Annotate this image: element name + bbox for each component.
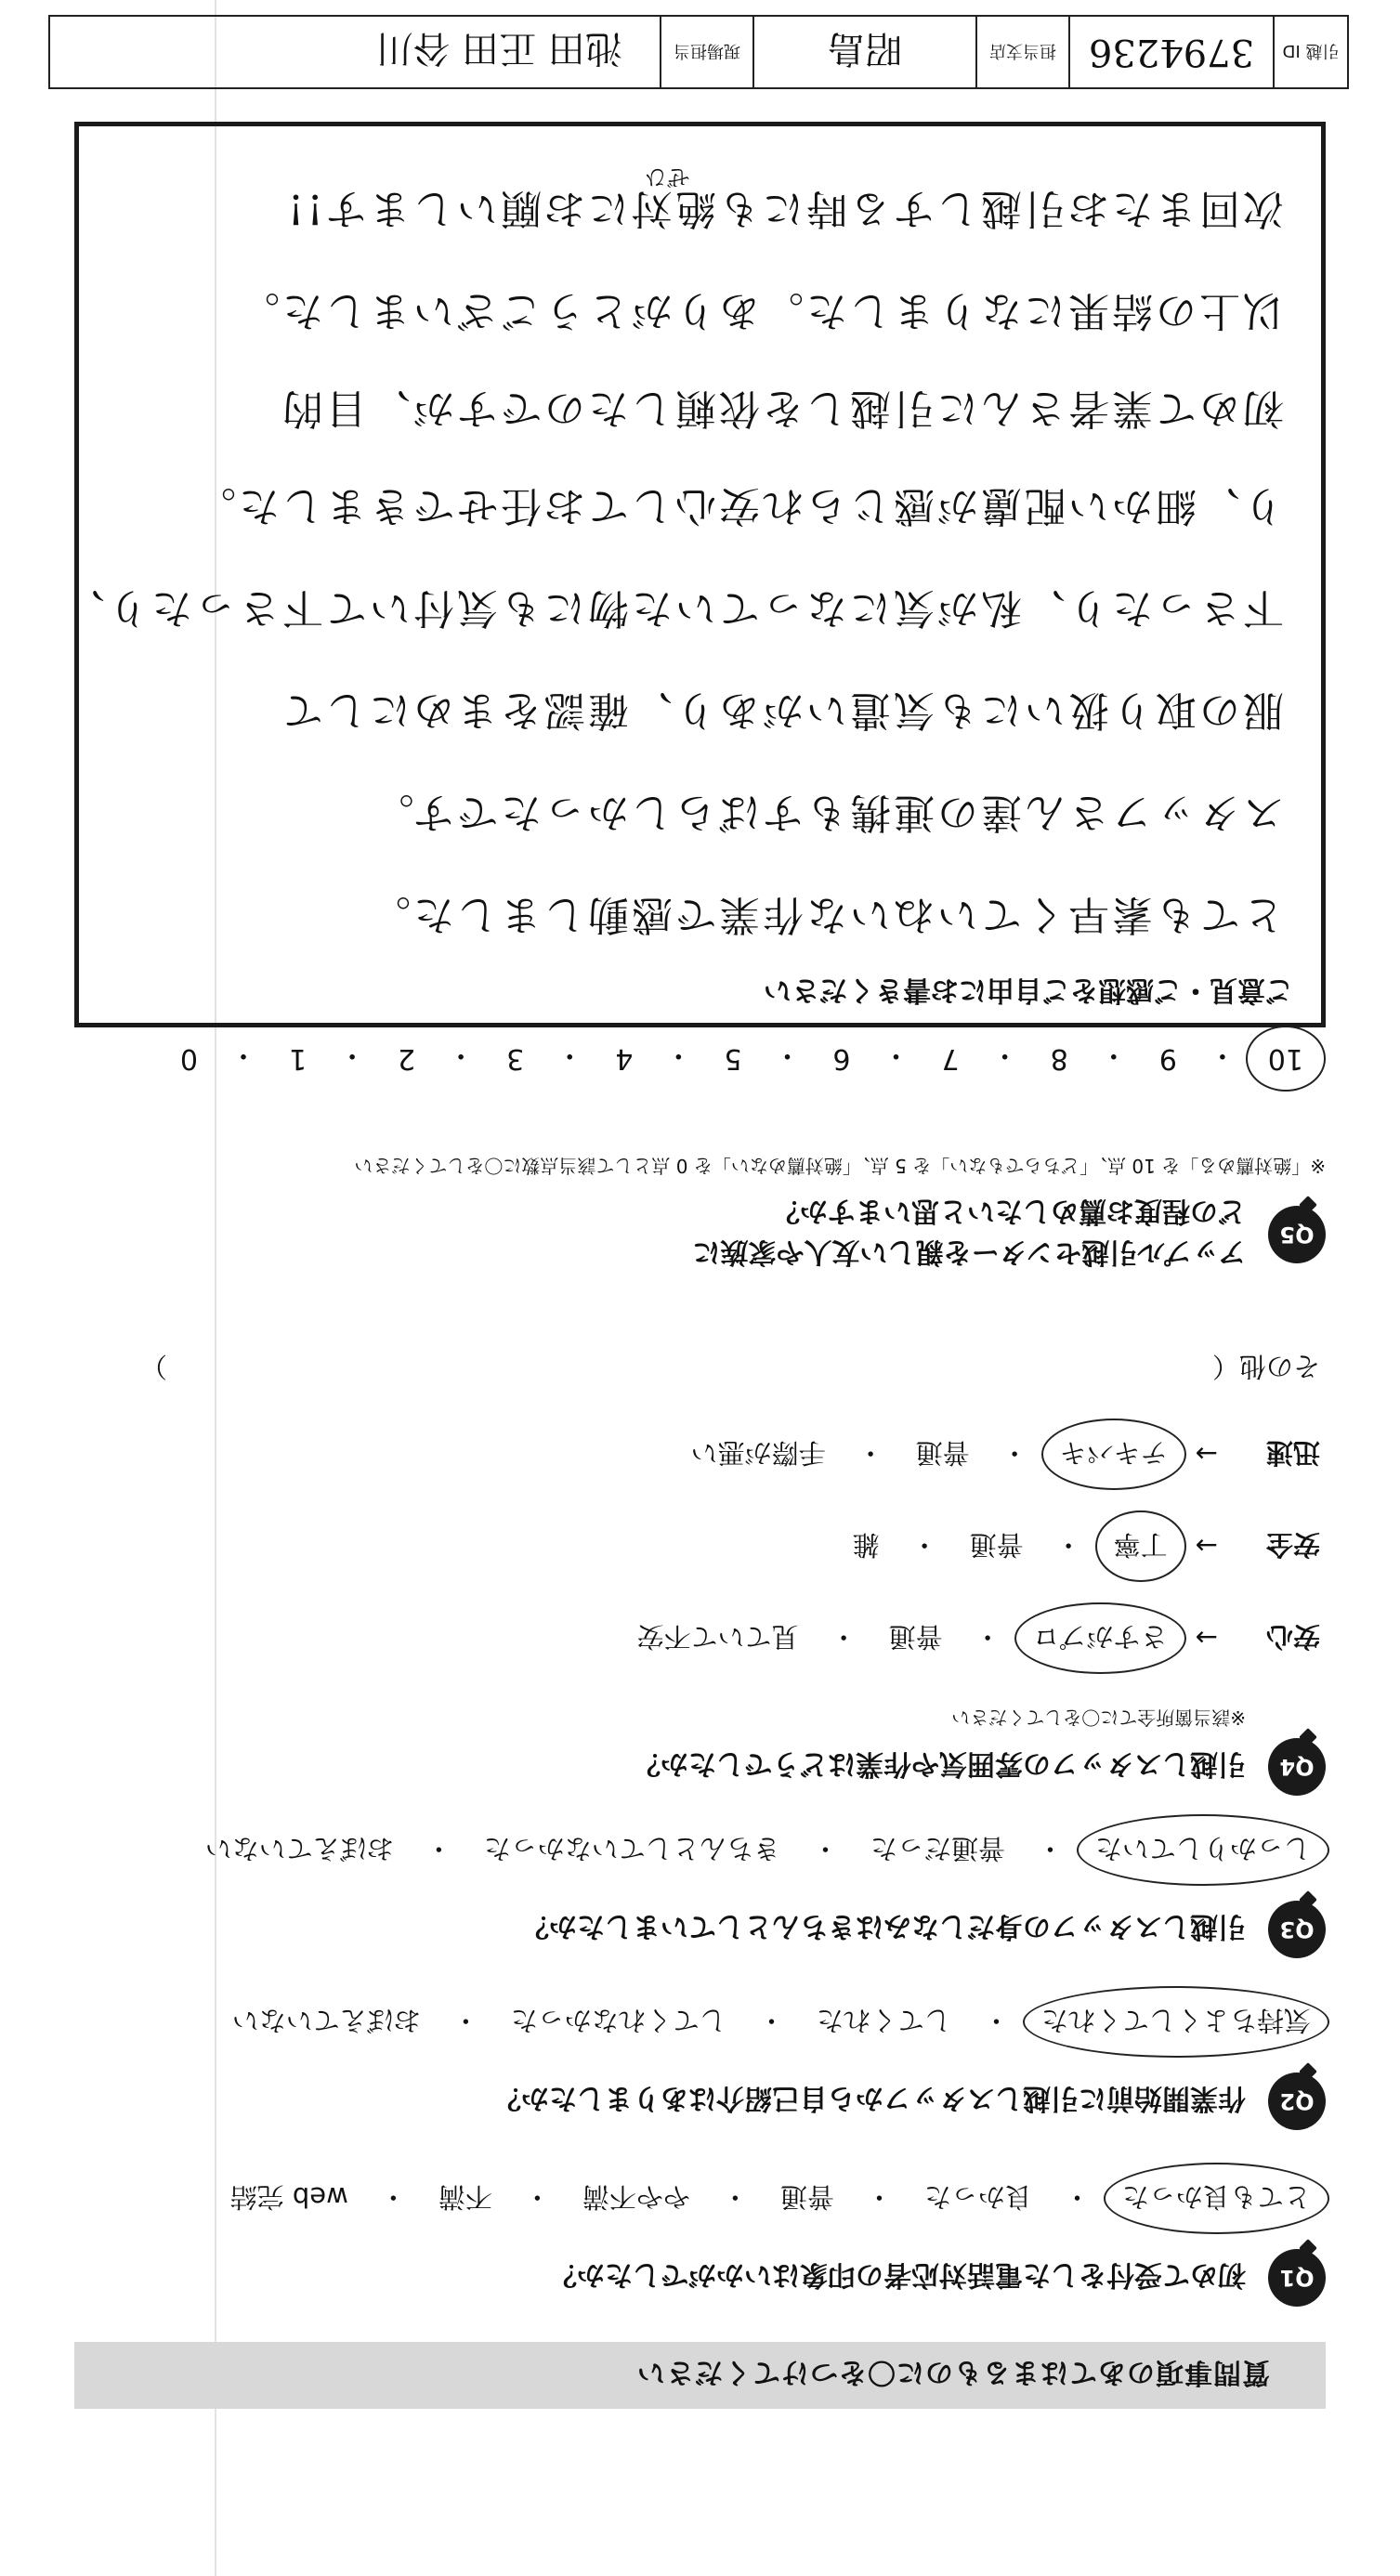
q2-option-did-not[interactable]: してくれなかった [510,2005,726,2036]
q4-safety-normal[interactable]: 普通 [969,1529,1024,1561]
branch-value: 昭島 [752,17,975,87]
comment-title: ご意見・ご感想をご自由にお書きください [764,974,1293,1006]
comment-box[interactable] [61,122,1326,1027]
comment-line-6: 初めて業者さんに引越しを依頼したのですが、目的 [280,385,1284,432]
question-4-note: ※該当箇所全てに〇をしてください [951,1706,1246,1729]
q4-row-safety: 安全 → 丁寧 ・ 普通 ・ 雑 [74,1522,1326,1571]
q4-row-speed: 迅速 → テキパキ ・ 普通 ・ 手際が悪い [74,1430,1326,1479]
question-5-line-1: アップル引越センターを親しい友人や家族に [692,1236,1246,1268]
comment-annotation: ぜひ [645,164,689,190]
footer-table [48,15,1349,89]
q5-score-5[interactable]: 5 [724,1042,742,1075]
q4-safety-rough[interactable]: 雑 [852,1529,880,1561]
q4-speed-normal[interactable]: 普通 [915,1437,970,1469]
question-2-options: 気持ちよくしてくれた ・ してくれた ・ してくれなかった ・ おぼえていない [74,1997,1326,2046]
q3-option-normal[interactable]: 普通だった [870,1833,1005,1864]
q1-badge: Q1 [1268,2249,1326,2307]
comment-line-2: スタッフさん達の連携もすばらしかったです。 [370,789,1284,836]
q2-option-forgot[interactable]: おぼえていない [231,2005,421,2036]
arrow-icon: → [1195,1530,1218,1563]
q4-speed-brisk[interactable]: テキパキ [1051,1430,1177,1479]
q5-score-3[interactable]: 3 [506,1042,525,1075]
question-4 [74,1349,1326,1796]
question-3-title [74,1901,1326,1958]
id-value: 3794236 [1068,17,1273,87]
question-3-options: しっかりしていた ・ 普通だった ・ きちんとしていなかった ・ おぼえていない [74,1825,1326,1875]
question-5-note: ※「絶対薦める」を 10 点、「どちらでもない」を 5 点、「絶対薦めない」を 0 点として該当点数に〇をしてください [354,1155,1326,1177]
q4-badge: Q4 [1268,1738,1326,1796]
question-2 [74,1997,1326,2130]
q1-option-web[interactable]: web 完結 [229,2181,348,2213]
q4-row-safety-label: 安全 [1265,1529,1320,1561]
comment-line-8: 次回またお引越しする時にも絶対にお願いします!! [284,185,1284,232]
question-1-text: 初めて受付をした電話対応者の印象はいかがでしたか？ [549,2258,1246,2291]
q4-row-relief-label: 安心 [1265,1621,1320,1653]
q5-score-9[interactable]: 9 [1158,1042,1177,1075]
q4-speed-clumsy[interactable]: 手際が悪い [690,1437,826,1469]
q5-badge: Q5 [1268,1206,1326,1263]
question-5 [74,1154,1326,1275]
instruction-text: 質問事項のあてはまるものに〇をつけてください [636,2356,1270,2388]
question-3-text: 引越しスタッフの身だしなみはきちんとしていましたか？ [521,1910,1246,1942]
q4-safety-careful[interactable]: 丁寧 [1105,1522,1177,1571]
q2-option-pleasant[interactable]: 気持ちよくしてくれた [1032,1997,1320,2046]
question-5-line-2: どの程度お薦めしたいと思いますか？ [772,1195,1246,1227]
q1-option-good[interactable]: 良かった [923,2181,1032,2213]
question-1-options: とても良かった ・ 良かった ・ 普通 ・ やや不満 ・ 不満 ・ web 完結 [74,2174,1326,2223]
q5-score-8[interactable]: 8 [1050,1042,1068,1075]
arrow-icon: → [1195,1622,1218,1654]
question-4-text: 引越しスタッフの雰囲気や作業はどうでしたか？ [633,1747,1246,1780]
q1-option-normal[interactable]: 普通 [779,2181,834,2213]
instruction-band [74,2342,1326,2409]
branch-label: 担当支店 [975,17,1068,87]
question-2-title [74,2073,1326,2130]
q3-option-forgot[interactable]: おぼえていない [204,1833,394,1864]
manager-label: 現場担当 [660,17,752,87]
q5-scale: 10 ・ 9 ・ 8 ・ 7 ・ 6 ・ 5 ・ 4 ・ 3 ・ 2 ・ 1 ・ 0 [72,1037,1316,1080]
q3-badge: Q3 [1268,1901,1326,1958]
q4-row-relief: 安心 → さすがプロ ・ 普通 ・ 見ていて不安 [74,1614,1326,1663]
q4-relief-pro[interactable]: さすがプロ [1024,1614,1177,1663]
q4-other-label: その他（ [1211,1351,1320,1382]
comment-line-3: 服の取り扱いにも気遣いがあり、確認をまめにして [280,686,1284,734]
q5-score-0[interactable]: 0 [179,1042,198,1075]
id-label: 引越 ID [1273,17,1347,87]
q5-score-1[interactable]: 1 [288,1042,307,1075]
question-3 [74,1825,1326,1958]
q1-option-very-good[interactable]: とても良かった [1113,2174,1320,2223]
q4-relief-anxious[interactable]: 見ていて不安 [636,1621,799,1653]
comment-line-4: 下さったり、私が気になっていた物にも気付いて下さったり、 [61,584,1284,632]
q2-option-did[interactable]: してくれた [816,2005,951,2036]
q5-score-7[interactable]: 7 [941,1042,960,1075]
question-1 [74,2174,1326,2307]
q2-badge: Q2 [1268,2073,1326,2130]
question-1-title [74,2249,1326,2307]
q5-score-10[interactable]: 10 [1255,1037,1316,1080]
comment-line-7: 以上の結果になりました。ありがとうございました。 [236,287,1284,334]
q4-relief-normal[interactable]: 普通 [888,1621,943,1653]
q5-score-4[interactable]: 4 [615,1042,634,1075]
question-5-text [693,1194,1247,1275]
q4-row-speed-label: 迅速 [1265,1437,1320,1469]
q3-option-neat[interactable]: しっかりしていた [1086,1825,1320,1875]
manager-value: 池田 正田 谷川 [375,27,622,71]
question-5-title [74,1194,1326,1275]
q4-other-close: ） [140,1351,168,1382]
q5-score-6[interactable]: 6 [832,1042,851,1075]
comment-line-1: とても素早くていねいな作業で感動しました。 [367,891,1284,938]
question-4-title [74,1738,1326,1796]
arrow-icon: → [1195,1438,1218,1471]
q3-option-not-neat[interactable]: きちんとしていなかった [483,1833,780,1864]
q1-option-slightly-dissatisfied[interactable]: やや不満 [582,2181,690,2213]
comment-line-5: り、細かい配慮が感じられ安心してお任せできました。 [192,482,1284,530]
q1-option-dissatisfied[interactable]: 不満 [438,2181,492,2213]
question-2-text: 作業開始前に引越しスタッフから自己紹介はありましたか？ [493,2082,1246,2114]
q4-other-row [140,1349,1326,1387]
q5-score-2[interactable]: 2 [398,1042,416,1075]
